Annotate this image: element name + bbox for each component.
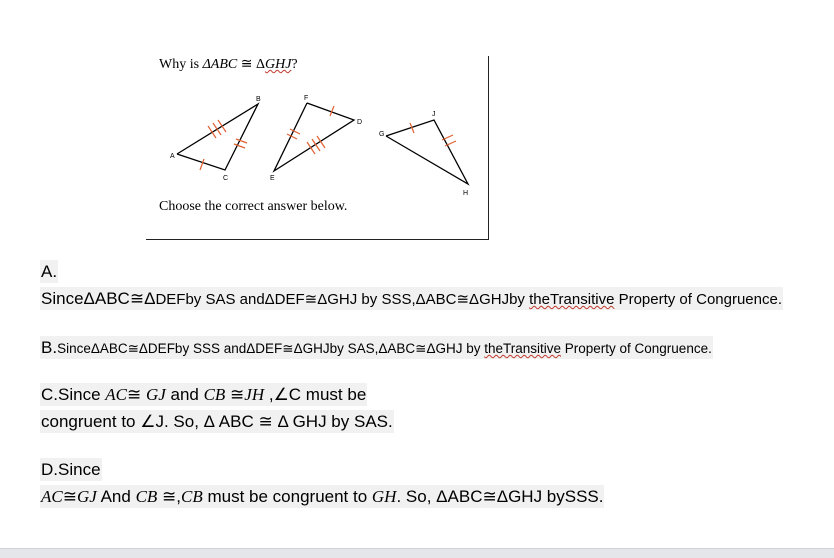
option-d-t4: must be congruent to [202, 487, 372, 506]
option-d-t1: ≅ [62, 487, 77, 506]
option-c-jh: JH [244, 385, 265, 404]
question-suffix: ? [291, 57, 298, 72]
question-ghj: GHJ [264, 57, 292, 72]
option-d-letter[interactable] [40, 460, 102, 480]
triangle-abc-ticks [200, 120, 247, 170]
option-d-t3: ≅, [157, 487, 182, 506]
option-a-part1: SinceΔABC≅Δ [41, 289, 156, 308]
option-c-line2[interactable] [40, 412, 394, 432]
option-c-cb: CB [203, 385, 226, 404]
question-card [146, 56, 489, 240]
option-d-gh: GH [371, 487, 397, 506]
option-c-gj: GJ [145, 385, 166, 404]
question-title [159, 56, 298, 73]
label-c: C [223, 175, 229, 182]
label-g: G [379, 131, 385, 138]
triangle-ghj-ticks [410, 123, 456, 146]
option-d-t2: And [96, 487, 136, 506]
option-d-t5: . So, ΔABC≅ΔGHJ bySSS. [396, 487, 604, 506]
option-b-letter: B. [41, 338, 58, 357]
option-a-letter[interactable] [40, 262, 58, 282]
option-c-line1[interactable] [40, 385, 367, 405]
option-a-text[interactable] [40, 289, 783, 309]
instruction-text: Choose the correct answer below. [159, 199, 348, 214]
option-d-ac: AC [41, 487, 63, 506]
label-e: E [270, 175, 275, 182]
label-f: F [304, 95, 309, 102]
option-d-cb1: CB [135, 487, 158, 506]
question-abc: ΔABC [202, 57, 238, 72]
option-c-line2-text: congruent to ∠J. So, Δ ABC ≅ Δ GHJ by SAS. [41, 412, 393, 431]
bottom-bar [0, 548, 834, 558]
option-d-letter-text: D.Since [41, 460, 101, 479]
option-b[interactable] [40, 338, 713, 358]
option-a-part3: theTransitive [529, 291, 615, 308]
option-c-t3: ≅ [225, 385, 245, 404]
option-a-letter-text: A. [41, 262, 58, 281]
triangle-abc [177, 104, 258, 170]
option-c-t1: ≅ [126, 385, 146, 404]
triangle-ghj [386, 120, 468, 184]
triangles-figure [166, 92, 469, 202]
option-c-letter: C.Since [41, 385, 106, 404]
option-c-ac: AC [105, 385, 127, 404]
option-b-part2: theTransitive [484, 341, 561, 356]
triangle-def [274, 103, 354, 171]
option-c-t4: ,∠C must be [264, 385, 367, 404]
option-a-part4: Property of Congruence. [614, 291, 782, 308]
option-c-t2: and [165, 385, 204, 404]
label-d: D [357, 119, 363, 126]
label-j: J [432, 111, 436, 118]
question-prefix: Why is [159, 57, 203, 72]
label-a: A [170, 153, 175, 160]
option-a-part2: DEFby SAS andΔDEF≅ΔGHJ by SSS,ΔABC≅ΔGHJby [155, 291, 530, 308]
option-d-cb2: CB [181, 487, 203, 506]
option-d-gj: GJ [76, 487, 97, 506]
label-h: H [463, 190, 469, 197]
label-b: B [256, 96, 261, 103]
option-b-part1: SinceΔABC≅ΔDEFby SSS andΔDEF≅ΔGHJby SAS,ΔABC≅ΔGHJ by [57, 341, 485, 356]
option-d-text[interactable] [40, 487, 604, 507]
option-b-part3: Property of Congruence. [561, 341, 712, 356]
question-cong: ≅ Δ [237, 57, 265, 72]
